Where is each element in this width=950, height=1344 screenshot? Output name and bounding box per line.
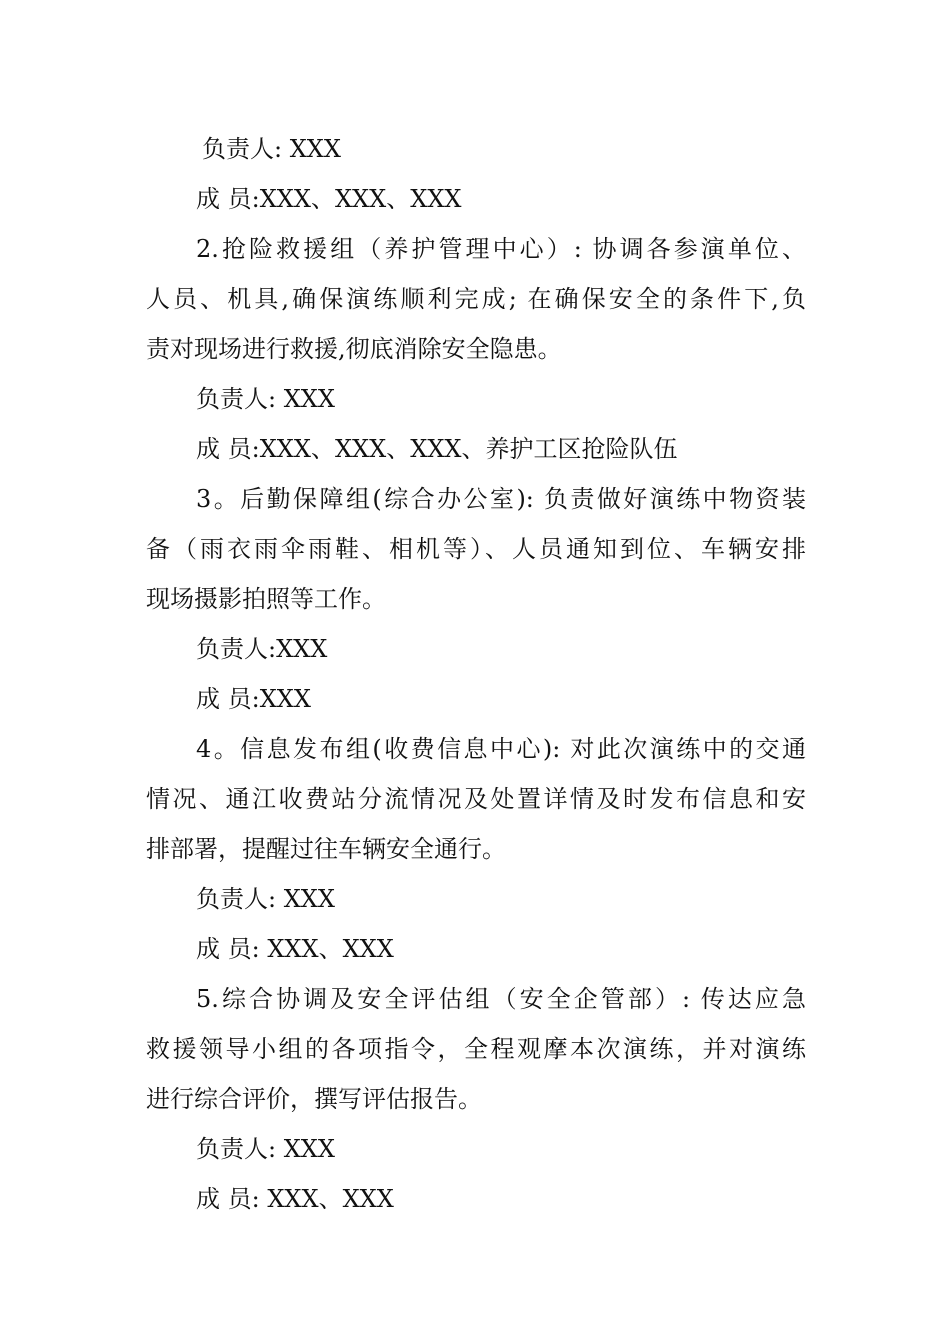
leader-line-2: 负责人: XXX bbox=[196, 385, 335, 413]
section-3-body-line-2: 现场摄影拍照等工作。 bbox=[146, 585, 386, 613]
members-line-1: 成 员:XXX、XXX、XXX bbox=[196, 185, 462, 213]
section-4-body-line-2: 排部署，提醒过往车辆安全通行。 bbox=[146, 835, 506, 863]
leader-line-1: 负责人: XXX bbox=[202, 135, 341, 163]
section-2-body-line-2: 责对现场进行救援,彻底消除安全隐患。 bbox=[146, 335, 562, 363]
section-3-heading: 3。后勤保障组(综合办公室): 负责做好演练中物资装 bbox=[196, 485, 806, 513]
document-body bbox=[146, 124, 806, 1224]
leader-line-5: 负责人: XXX bbox=[196, 1135, 335, 1163]
section-5-body-line-2: 进行综合评价，撰写评估报告。 bbox=[146, 1085, 482, 1113]
members-line-4: 成 员: XXX、XXX bbox=[196, 935, 394, 963]
members-line-2: 成 员:XXX、XXX、XXX、养护工区抢险队伍 bbox=[196, 435, 678, 463]
section-4-heading: 4。信息发布组(收费信息中心): 对此次演练中的交通 bbox=[196, 735, 806, 763]
section-4-body-line-1: 情况、通江收费站分流情况及处置详情及时发布信息和安 bbox=[146, 785, 806, 813]
section-2-heading: 2.抢险救援组（养护管理中心）: 协调各参演单位、 bbox=[196, 235, 806, 263]
members-line-5: 成 员: XXX、XXX bbox=[196, 1185, 394, 1213]
section-5-heading: 5.综合协调及安全评估组（安全企管部）: 传达应急 bbox=[196, 985, 806, 1013]
members-line-3: 成 员:XXX bbox=[196, 685, 311, 713]
leader-line-3: 负责人:XXX bbox=[196, 635, 328, 663]
section-2-body-line-1: 人员、机具,确保演练顺利完成; 在确保安全的条件下,负 bbox=[146, 285, 806, 313]
section-5-body-line-1: 救援领导小组的各项指令，全程观摩本次演练，并对演练 bbox=[146, 1035, 806, 1063]
leader-line-4: 负责人: XXX bbox=[196, 885, 335, 913]
section-3-body-line-1: 备（雨衣雨伞雨鞋、相机等）、人员通知到位、车辆安排 bbox=[146, 535, 806, 563]
